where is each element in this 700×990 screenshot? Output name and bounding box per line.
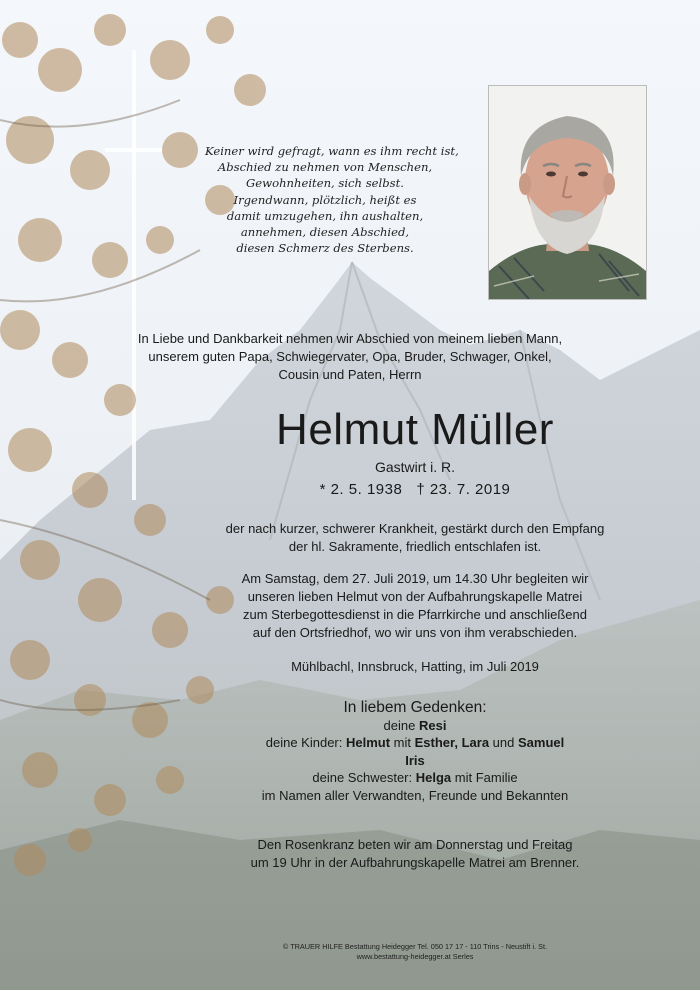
funeral-line: Am Samstag, dem 27. Juli 2019, um 14.30 Uhr begleiten wir bbox=[241, 571, 589, 586]
child-line bbox=[115, 752, 700, 769]
occupation: Gastwirt i. R. bbox=[374, 459, 456, 475]
portrait-photo bbox=[488, 85, 647, 300]
place-date: Mühlbachl, Innsbruck, Hatting, im Juli 2019 bbox=[291, 659, 539, 674]
sister-prefix: deine Schwester: bbox=[312, 770, 416, 786]
intro-line: Cousin und Paten, Herrn bbox=[278, 367, 422, 382]
footer bbox=[115, 942, 700, 962]
memory-heading: In liebem Gedenken: bbox=[343, 699, 487, 716]
partner-names: Esther, Lara bbox=[414, 735, 490, 751]
sister-name: Helga bbox=[415, 770, 452, 786]
funeral-line: unseren lieben Helmut von der Aufbahrungskapelle Matrei bbox=[247, 589, 583, 604]
intro-line: In Liebe und Dankbarkeit nehmen wir Abschied von meinem lieben Mann, bbox=[137, 331, 563, 346]
poem-line: Gewohnheiten, sich selbst. bbox=[246, 176, 404, 191]
rosary-text bbox=[115, 836, 700, 872]
funeral-line: auf den Ortsfriedhof, wo wir uns von ihm verabschieden. bbox=[252, 625, 578, 640]
with-word: mit bbox=[390, 735, 415, 751]
children-line bbox=[115, 734, 700, 751]
funeral-text bbox=[115, 570, 700, 642]
and-word: und bbox=[489, 735, 518, 751]
deceased-name: Helmut Müller bbox=[276, 405, 554, 454]
footer-line: © TRAUER HILFE Bestattung Heidegger Tel. 050 17 17 - 110 Trins - Neustift i. St. bbox=[282, 942, 548, 951]
wife-line bbox=[115, 717, 700, 734]
intro-line: unserem guten Papa, Schwiegervater, Opa, Bruder, Schwager, Onkel, bbox=[148, 349, 552, 364]
footer-website: www.bestattung-heidegger.at Serles bbox=[356, 952, 474, 961]
wife-prefix: deine bbox=[383, 718, 419, 733]
passing-line: der nach kurzer, schwerer Krankheit, gestärkt durch den Empfang bbox=[225, 521, 605, 536]
poem-line: Irgendwann, plötzlich, heißt es bbox=[233, 192, 417, 207]
child-name: Iris bbox=[405, 752, 425, 768]
poem bbox=[205, 143, 459, 256]
poem-line: Keiner wird gefragt, wann es ihm recht ist, bbox=[205, 144, 459, 158]
poem-line: annehmen, diesen Abschied, bbox=[240, 225, 410, 240]
poem-line: damit umzugehen, ihn aushalten, bbox=[226, 208, 424, 223]
passing-line: der hl. Sakramente, friedlich entschlafen ist. bbox=[288, 539, 542, 554]
mourners-list bbox=[115, 717, 700, 804]
birth-date: * 2. 5. 1938 bbox=[319, 481, 403, 498]
rosary-line: um 19 Uhr in der Aufbahrungskapelle Matrei am Brenner. bbox=[250, 855, 580, 870]
wife-name: Resi bbox=[418, 718, 447, 733]
child-name: Helmut bbox=[346, 735, 391, 751]
life-dates bbox=[115, 480, 700, 500]
death-date: † 23. 7. 2019 bbox=[416, 481, 511, 498]
sister-suffix: mit Familie bbox=[451, 770, 518, 786]
children-prefix: deine Kinder: bbox=[265, 735, 346, 751]
child-name: Samuel bbox=[517, 735, 565, 751]
funeral-line: zum Sterbegottesdienst in die Pfarrkirche und anschließend bbox=[243, 607, 587, 622]
sister-line bbox=[115, 769, 700, 786]
poem-line: Abschied zu nehmen von Menschen, bbox=[217, 160, 433, 175]
intro-text bbox=[0, 330, 700, 384]
poem-line: diesen Schmerz des Sterbens. bbox=[236, 241, 414, 256]
rosary-line: Den Rosenkranz beten wir am Donnerstag und Freitag bbox=[257, 837, 573, 852]
relatives-line: im Namen aller Verwandten, Freunde und Bekannten bbox=[261, 787, 569, 803]
passing-text bbox=[115, 520, 700, 556]
